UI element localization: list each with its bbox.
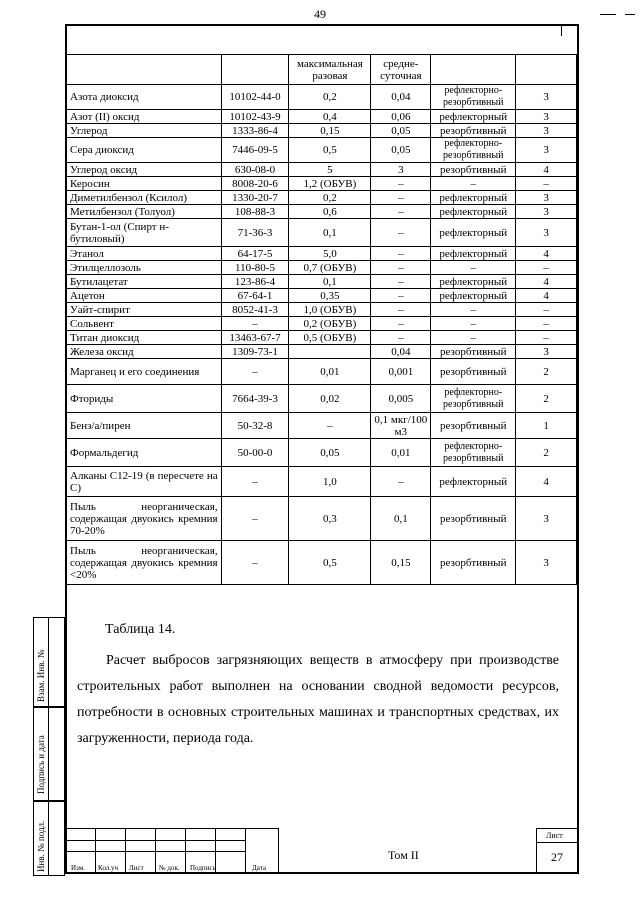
effect-type-cell: резорбтивный [431,497,516,541]
effect-type-cell: рефлекторно-резорбтивный [431,138,516,163]
hazard-class-cell: – [516,317,577,331]
max-single-cell: 0,2 [289,191,371,205]
effect-type-cell: резорбтивный [431,541,516,585]
table-row [67,345,577,359]
daily-avg-cell: 0,05 [371,124,431,138]
effect-type-cell: рефлекторно-резорбтивный [431,439,516,467]
effect-type-cell: рефлекторный [431,467,516,497]
substance-name-cell: Этанол [67,247,222,261]
cas-number-cell: 50-32-8 [221,413,289,439]
effect-type-cell: рефлекторный [431,219,516,247]
effect-type-cell: – [431,261,516,275]
max-single-cell: 0,05 [289,439,371,467]
substance-name-cell: Азот (II) оксид [67,110,222,124]
effect-type-cell: резорбтивный [431,163,516,177]
cas-number-cell: 1309-73-1 [221,345,289,359]
daily-avg-cell: – [371,331,431,345]
max-single-cell: 0,01 [289,359,371,385]
tb-label-doc: № док. [159,864,180,872]
table-row [67,177,577,191]
effect-type-cell: резорбтивный [431,359,516,385]
table-row [67,110,577,124]
hazard-class-cell: 3 [516,191,577,205]
tb-label-kolvo: Кол.уч [98,864,118,872]
max-single-cell: 0,2 [289,85,371,110]
max-single-cell [289,345,371,359]
table-row [67,275,577,289]
daily-avg-cell: – [371,247,431,261]
cas-number-cell: – [221,359,289,385]
side-stamp-sign [33,707,65,801]
daily-avg-cell: 0,04 [371,85,431,110]
hazard-class-cell: 3 [516,345,577,359]
frame-tick [600,14,616,15]
tb-label-sign: Подпись [190,864,216,872]
cas-number-cell: – [221,497,289,541]
daily-avg-cell: – [371,191,431,205]
header-cell [516,55,577,85]
hazard-class-cell: 1 [516,413,577,439]
max-single-cell: 0,1 [289,275,371,289]
frame-tick [561,24,582,36]
table-row [67,303,577,317]
table-row [67,317,577,331]
max-single-cell: 5,0 [289,247,371,261]
cas-number-cell: 71-36-3 [221,219,289,247]
hazard-class-cell: 2 [516,439,577,467]
hazard-class-cell: – [516,177,577,191]
cas-number-cell: 10102-44-0 [221,85,289,110]
cas-number-cell: – [221,467,289,497]
table-row [67,219,577,247]
substance-name-cell: Пыль неорганическая, содержащая двуокись кремния <20% [67,541,222,585]
daily-avg-cell: 0,005 [371,385,431,413]
table-row [67,413,577,439]
effect-type-cell: – [431,317,516,331]
effect-type-cell: рефлекторно-резорбтивный [431,85,516,110]
hazard-class-cell: 4 [516,247,577,261]
substance-name-cell: Метилбензол (Толуол) [67,205,222,219]
daily-avg-cell: – [371,317,431,331]
volume-label: Том II [388,848,419,862]
max-single-cell: 0,5 [289,138,371,163]
cas-number-cell: 10102-43-9 [221,110,289,124]
table-row [67,205,577,219]
table-row [67,261,577,275]
table-caption: Таблица 14. [105,622,176,637]
effect-type-cell: рефлекторный [431,289,516,303]
frame-tick [625,14,635,15]
substance-name-cell: Керосин [67,177,222,191]
effect-type-cell: рефлекторный [431,247,516,261]
daily-avg-cell: 0,06 [371,110,431,124]
cas-number-cell: 1330-20-7 [221,191,289,205]
table-row [67,467,577,497]
side-label-sign-date: Подпись и дата [36,735,46,794]
daily-avg-cell: – [371,261,431,275]
hazard-class-cell: 3 [516,205,577,219]
max-single-cell: 0,2 (ОБУВ) [289,317,371,331]
effect-type-cell: – [431,303,516,317]
body-paragraph: Расчет выбросов загрязняющих веществ в атмосферу при производстве строительных работ выполнен на основании сводной ведомости ресурсов, потребности в основных строительных машинах и транспортных средствах, их загруженности, периода года. [77,653,559,746]
cas-number-cell: 8052-41-3 [221,303,289,317]
cas-number-cell: 108-88-3 [221,205,289,219]
hazard-class-cell: – [516,331,577,345]
hazard-class-cell: 4 [516,467,577,497]
substance-name-cell: Ацетон [67,289,222,303]
table-row [67,289,577,303]
daily-avg-cell: 0,15 [371,541,431,585]
effect-type-cell: резорбтивный [431,413,516,439]
cas-number-cell: 7664-39-3 [221,385,289,413]
daily-avg-cell: – [371,205,431,219]
hazard-class-cell: – [516,303,577,317]
substance-name-cell: Алканы C12-19 (в пересчете на С) [67,467,222,497]
cas-number-cell: 123-86-4 [221,275,289,289]
substance-name-cell: Железа оксид [67,345,222,359]
table-row [67,541,577,585]
cas-number-cell: 7446-09-5 [221,138,289,163]
header-cell [431,55,516,85]
hazard-class-cell: 4 [516,289,577,303]
sheet-number: 27 [551,850,563,864]
daily-avg-cell: 3 [371,163,431,177]
substance-name-cell: Бутан-1-ол (Спирт н-бутиловый) [67,219,222,247]
daily-avg-cell: – [371,275,431,289]
side-label-inv-replace: Взам. Инв. № [36,649,46,702]
cas-number-cell: 110-80-5 [221,261,289,275]
table-row [67,385,577,413]
max-single-cell: 0,35 [289,289,371,303]
table-row [67,359,577,385]
header-cell: максимальная разовая [289,55,371,85]
sheet-label: Лист [546,831,563,840]
substance-name-cell: Бенз/а/пирен [67,413,222,439]
substance-name-cell: Марганец и его соединения [67,359,222,385]
hazard-class-cell: 3 [516,497,577,541]
hazard-class-cell: 4 [516,163,577,177]
table-row [67,163,577,177]
daily-avg-cell: – [371,177,431,191]
cas-number-cell: – [221,541,289,585]
title-block [66,828,578,874]
substance-name-cell: Формальдегид [67,439,222,467]
effect-type-cell: рефлекторный [431,110,516,124]
substance-name-cell: Пыль неорганическая, содержащая двуокись кремния 70-20% [67,497,222,541]
daily-avg-cell: 0,1 [371,497,431,541]
pollutants-table [66,54,577,585]
table-row [67,124,577,138]
table-row [67,191,577,205]
max-single-cell: 1,0 (ОБУВ) [289,303,371,317]
hazard-class-cell: – [516,261,577,275]
side-label-inv-orig: Инв. № подл. [36,820,46,872]
table-row [67,247,577,261]
max-single-cell: 0,02 [289,385,371,413]
cas-number-cell: 8008-20-6 [221,177,289,191]
hazard-class-cell: 3 [516,138,577,163]
header-cell: средне-суточная [371,55,431,85]
side-stamp-orig [33,801,65,876]
max-single-cell: 1,2 (ОБУВ) [289,177,371,191]
max-single-cell: 0,4 [289,110,371,124]
hazard-class-cell: 2 [516,385,577,413]
cas-number-cell: 1333-86-4 [221,124,289,138]
daily-avg-cell: 0,05 [371,138,431,163]
table-row [67,85,577,110]
daily-avg-cell: – [371,303,431,317]
table-row [67,439,577,467]
substance-name-cell: Уайт-спирит [67,303,222,317]
daily-avg-cell: 0,04 [371,345,431,359]
table-row [67,138,577,163]
daily-avg-cell: – [371,219,431,247]
max-single-cell: 0,6 [289,205,371,219]
hazard-class-cell: 3 [516,124,577,138]
max-single-cell: – [289,413,371,439]
cas-number-cell: 13463-67-7 [221,331,289,345]
effect-type-cell: рефлекторно-резорбтивный [431,385,516,413]
table-row [67,497,577,541]
effect-type-cell: рефлекторный [431,191,516,205]
tb-label-list: Лист [129,864,144,872]
substance-name-cell: Сольвент [67,317,222,331]
substance-name-cell: Азота диоксид [67,85,222,110]
daily-avg-cell: 0,01 [371,439,431,467]
daily-avg-cell: 0,1 мкг/100 м3 [371,413,431,439]
hazard-class-cell: 4 [516,275,577,289]
header-cell [67,55,222,85]
effect-type-cell: рефлекторный [431,275,516,289]
max-single-cell: 1,0 [289,467,371,497]
substance-name-cell: Титан диоксид [67,331,222,345]
table-header-row [67,55,577,85]
daily-avg-cell: – [371,289,431,303]
max-single-cell: 0,1 [289,219,371,247]
effect-type-cell: – [431,331,516,345]
substance-name-cell: Диметилбензол (Ксилол) [67,191,222,205]
substance-name-cell: Этилцеллозоль [67,261,222,275]
header-cell [221,55,289,85]
tb-label-izm: Изм. [71,864,85,872]
effect-type-cell: резорбтивный [431,345,516,359]
daily-avg-cell: – [371,467,431,497]
hazard-class-cell: 3 [516,85,577,110]
cas-number-cell: 67-64-1 [221,289,289,303]
cas-number-cell: 50-00-0 [221,439,289,467]
side-stamp-replace [33,617,65,707]
substance-name-cell: Бутилацетат [67,275,222,289]
table-row [67,331,577,345]
substance-name-cell: Углерод оксид [67,163,222,177]
max-single-cell: 0,3 [289,497,371,541]
max-single-cell: 5 [289,163,371,177]
page-number: 49 [314,7,326,21]
cas-number-cell: 64-17-5 [221,247,289,261]
hazard-class-cell: 2 [516,359,577,385]
effect-type-cell: рефлекторный [431,205,516,219]
effect-type-cell: – [431,177,516,191]
effect-type-cell: резорбтивный [431,124,516,138]
substance-name-cell: Углерод [67,124,222,138]
substance-name-cell: Фториды [67,385,222,413]
max-single-cell: 0,5 [289,541,371,585]
hazard-class-cell: 3 [516,219,577,247]
daily-avg-cell: 0,001 [371,359,431,385]
max-single-cell: 0,5 (ОБУВ) [289,331,371,345]
tb-label-date: Дата [252,864,266,872]
substance-name-cell: Сера диоксид [67,138,222,163]
max-single-cell: 0,7 (ОБУВ) [289,261,371,275]
hazard-class-cell: 3 [516,541,577,585]
max-single-cell: 0,15 [289,124,371,138]
hazard-class-cell: 3 [516,110,577,124]
cas-number-cell: – [221,317,289,331]
cas-number-cell: 630-08-0 [221,163,289,177]
